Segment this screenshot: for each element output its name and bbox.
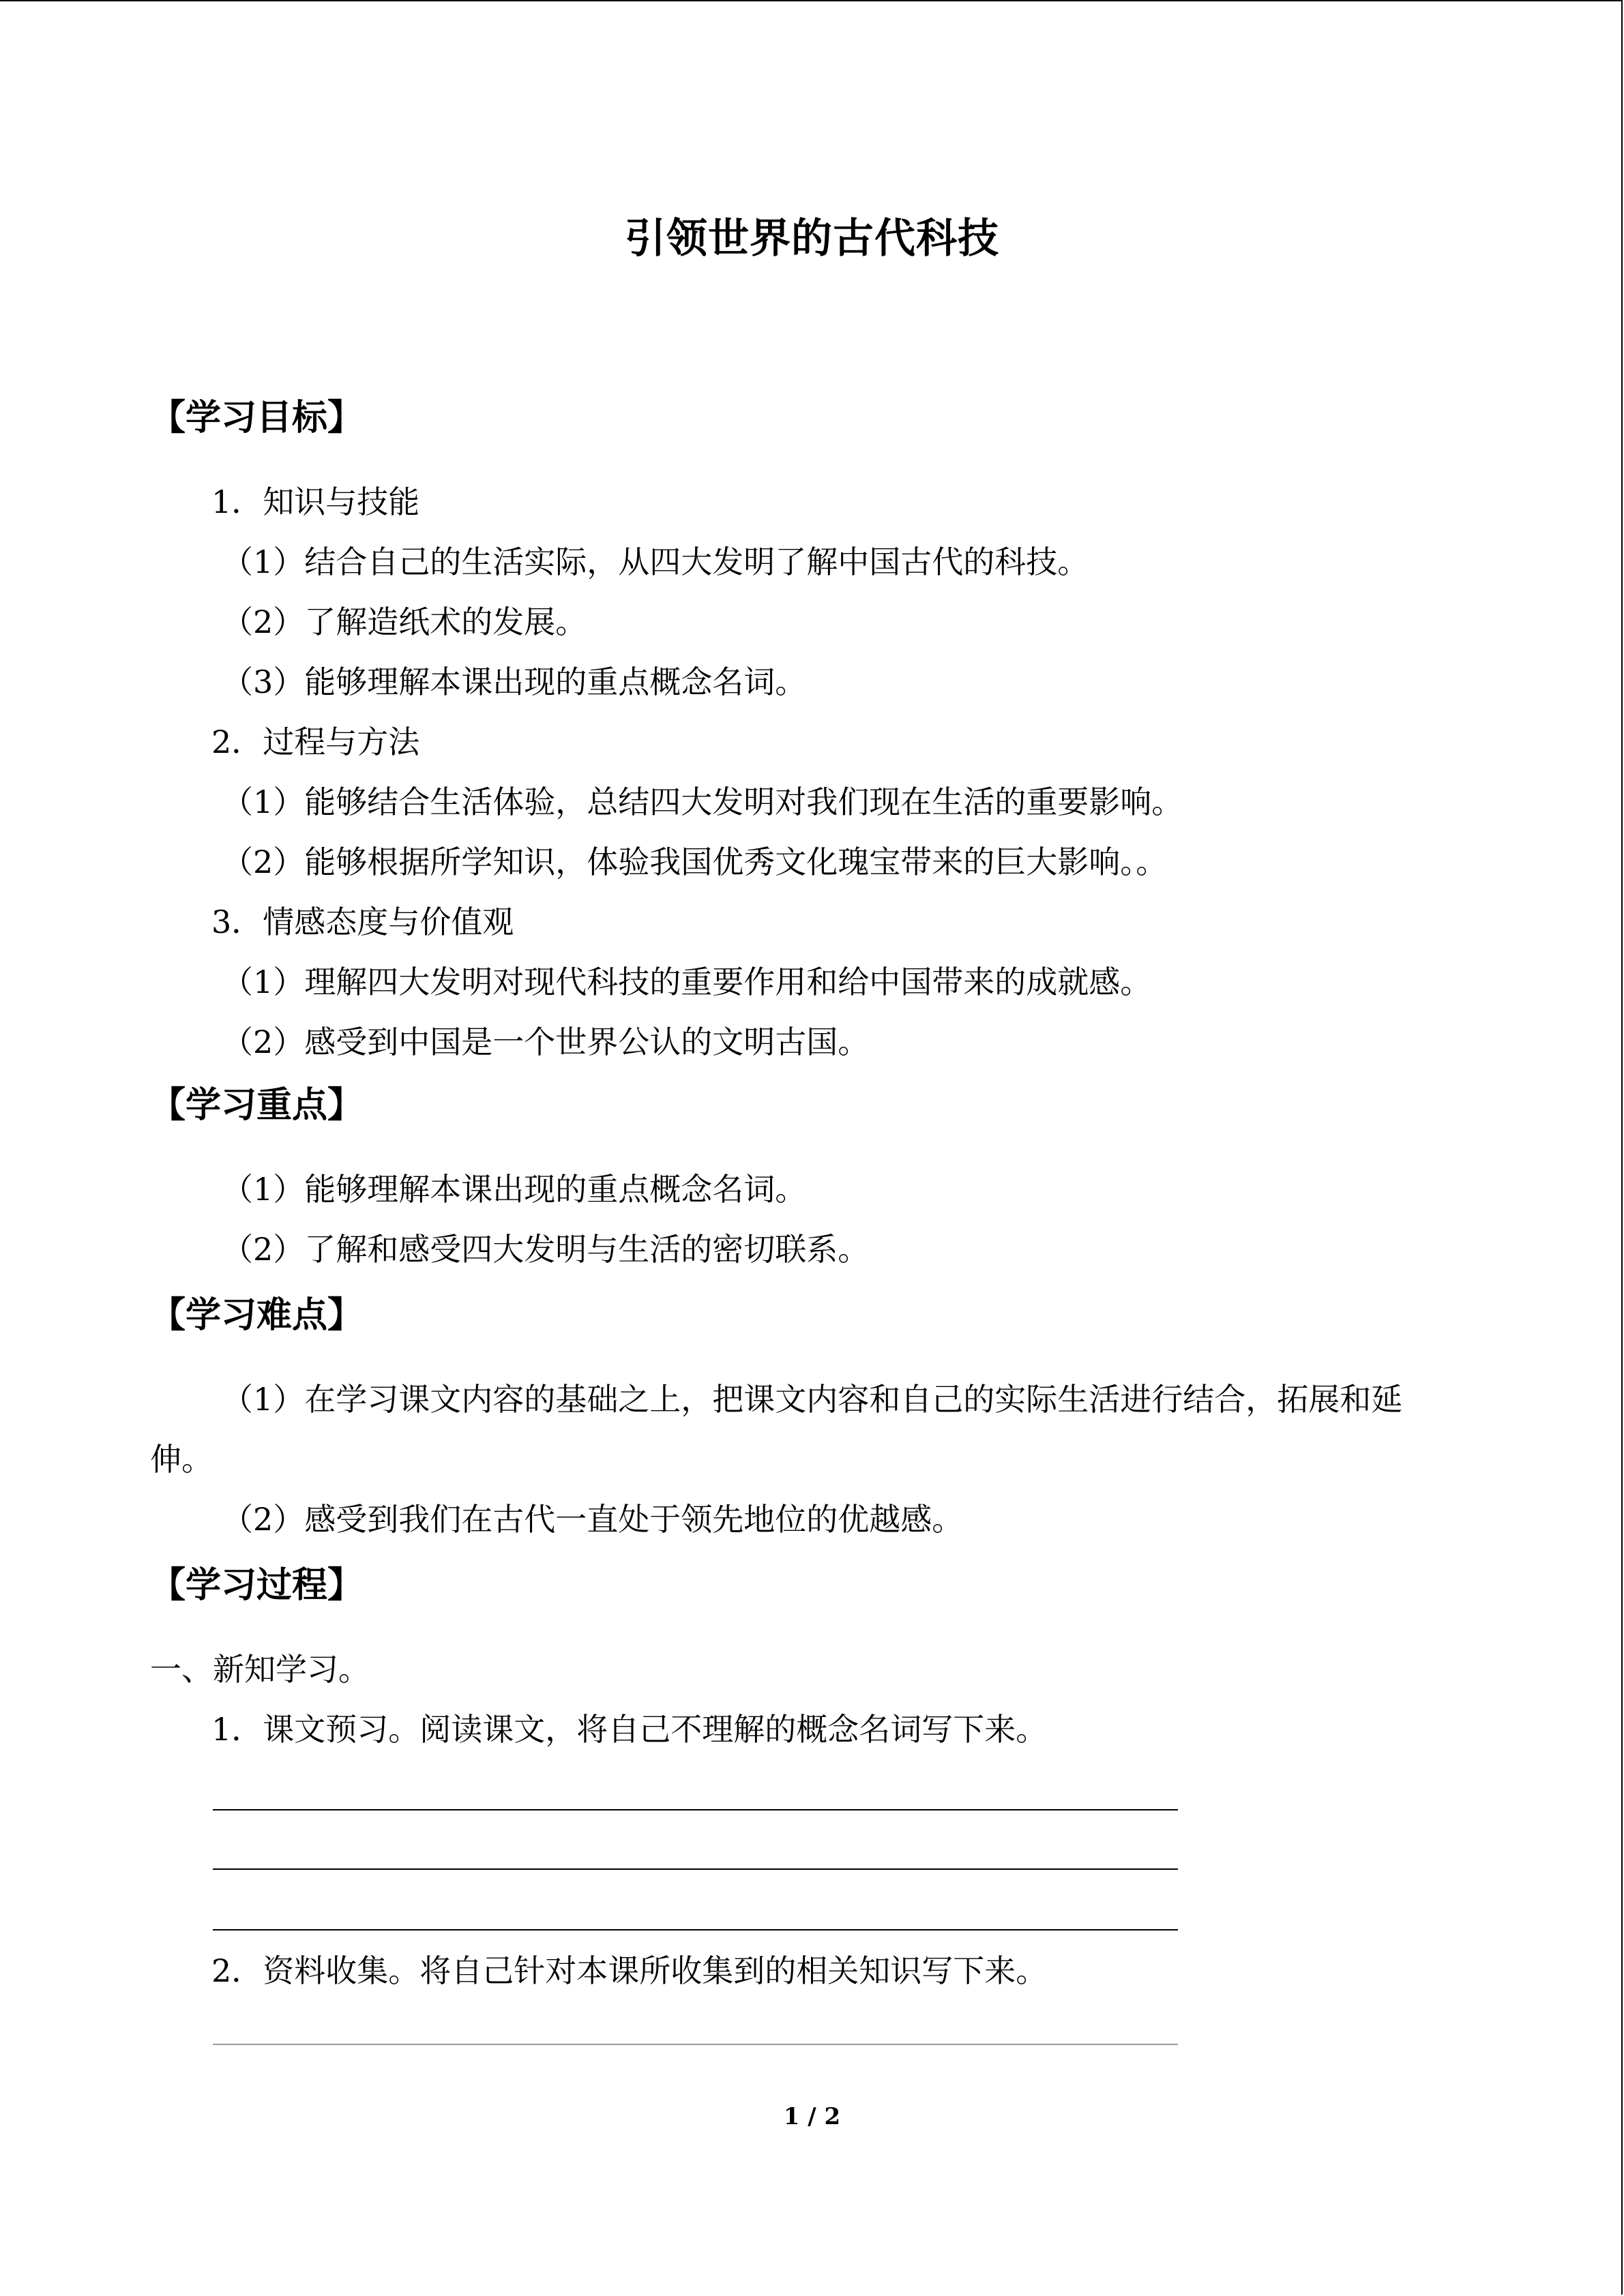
section-heading-difficulties: 【学习难点】 [150, 1294, 364, 1336]
answer-line[interactable] [213, 1868, 1178, 1870]
page-number: 1 / 2 [783, 2103, 841, 2130]
answer-line[interactable] [213, 1929, 1178, 1930]
objective-item: （1）能够结合生活体验，总结四大发明对我们现在生活的重要影响。 [222, 784, 1183, 820]
answer-line[interactable] [213, 1809, 1178, 1810]
process-item: 2．资料收集。将自己针对本课所收集到的相关知识写下来。 [211, 1952, 1048, 1989]
difficulty-item: （2）感受到我们在古代一直处于领先地位的优越感。 [222, 1501, 964, 1538]
section-heading-process: 【学习过程】 [150, 1564, 364, 1606]
objective-item: （2）了解造纸术的发展。 [222, 603, 587, 640]
key-point-item: （2）了解和感受四大发明与生活的密切联系。 [222, 1231, 870, 1268]
difficulty-item: （1）在学习课文内容的基础之上，把课文内容和自己的实际生活进行结合，拓展和延 [222, 1381, 1403, 1418]
key-point-item: （1）能够理解本课出现的重点概念名词。 [222, 1171, 807, 1208]
answer-line[interactable] [213, 2044, 1178, 2045]
objective-item: （2）能够根据所学知识，体验我国优秀文化瑰宝带来的巨大影响。。 [222, 844, 1168, 880]
objective-item: （2）感受到中国是一个世界公认的文明古国。 [222, 1024, 870, 1060]
objective-item: 1．知识与技能 [211, 483, 420, 520]
process-item: 一、新知学习。 [150, 1651, 370, 1688]
process-item: 1．课文预习。阅读课文，将自己不理解的概念名词写下来。 [211, 1711, 1048, 1748]
section-heading-key-points: 【学习重点】 [150, 1084, 364, 1126]
section-heading-objectives: 【学习目标】 [150, 397, 364, 438]
document-title: 引领世界的古代科技 [625, 215, 999, 263]
objective-item: （3）能够理解本课出现的重点概念名词。 [222, 664, 807, 700]
difficulty-item-continued: 伸。 [150, 1441, 213, 1478]
objective-item: （1）理解四大发明对现代科技的重要作用和给中国带来的成就感。 [222, 964, 1152, 1000]
objective-item: 2．过程与方法 [211, 724, 420, 760]
objective-item: 3．情感态度与价值观 [211, 904, 514, 940]
objective-item: （1）结合自己的生活实际，从四大发明了解中国古代的科技。 [222, 543, 1089, 580]
